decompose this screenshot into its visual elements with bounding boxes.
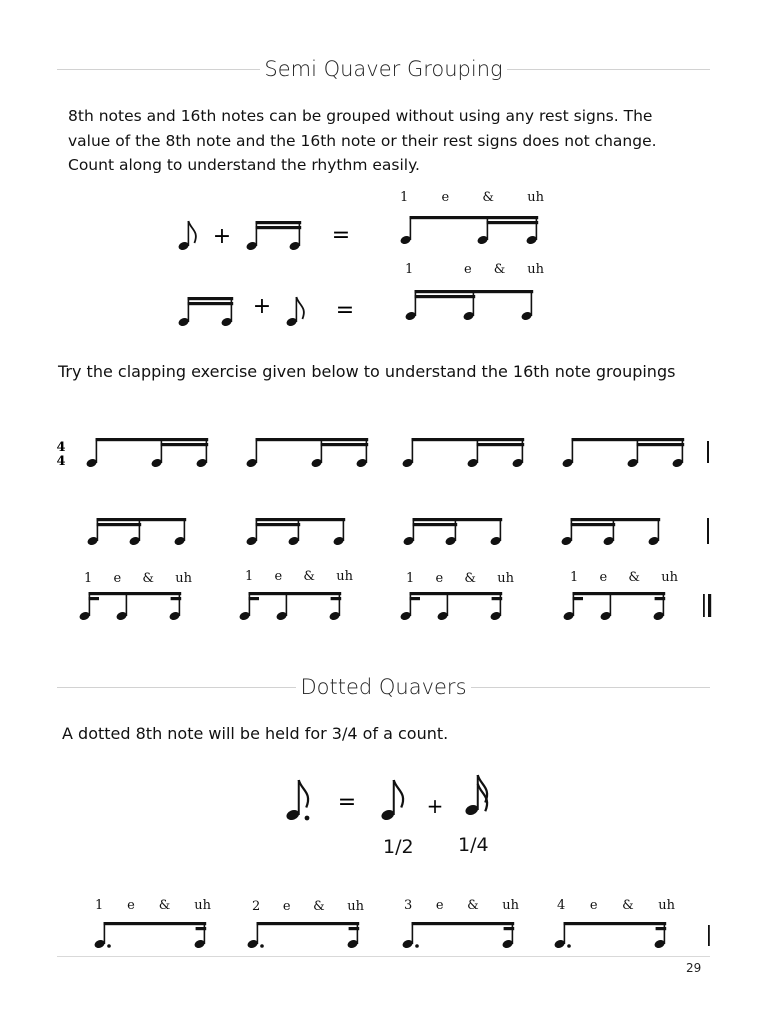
count: & [464, 571, 476, 586]
operator-equals: = [335, 298, 355, 323]
count: & [142, 571, 154, 586]
beam [104, 922, 207, 925]
count: e [435, 571, 444, 586]
intro-paragraph: 8th notes and 16th notes can be grouped without using any rest signs. The value of the 8th note and the 16th note or their rest signs does not change. Count along to understand the rhythm easily. [68, 107, 657, 174]
count: e [274, 569, 283, 584]
operator-plus: + [426, 794, 444, 818]
note-flag [296, 297, 303, 319]
count: e [435, 898, 444, 913]
count: e [113, 571, 122, 586]
augmentation-dot [415, 944, 419, 948]
operator-equals: = [331, 223, 351, 248]
count: 3 [404, 898, 413, 913]
beam [256, 518, 346, 521]
beam [161, 443, 209, 446]
beam [97, 523, 142, 526]
beam [321, 443, 369, 446]
beam [349, 927, 360, 930]
beam [413, 523, 458, 526]
bar-line [703, 594, 705, 617]
count: & [467, 898, 479, 913]
beam [412, 922, 515, 925]
beam [256, 523, 301, 526]
count: 1 [245, 569, 254, 584]
count: 4 [557, 898, 566, 913]
count: uh [336, 569, 353, 584]
operator-equals: = [337, 790, 357, 815]
count: 1 [95, 898, 104, 913]
count: 1 [406, 571, 415, 586]
count: e [599, 570, 608, 585]
count: uh [194, 898, 211, 913]
beam [188, 297, 234, 300]
count: uh [175, 571, 192, 586]
count: uh [661, 570, 678, 585]
note-flag [188, 221, 195, 243]
time-signature-top: 4 [56, 440, 66, 455]
dotted-intro: A dotted 8th note will be held for 3/4 of a count. [62, 724, 449, 743]
section-title-text: Dotted Quavers [296, 675, 470, 699]
count: 1 [405, 262, 414, 277]
count: 1 [84, 571, 93, 586]
count: uh [347, 899, 364, 914]
count: 1 [400, 190, 409, 205]
beam [564, 922, 667, 925]
beam [573, 592, 666, 595]
count: & [493, 262, 506, 277]
beam [413, 518, 503, 521]
note-flag [299, 780, 308, 808]
fraction-half: 1/2 [383, 836, 414, 858]
count: 2 [252, 899, 261, 914]
count: uh [497, 571, 514, 586]
beam [256, 226, 302, 229]
count: uh [502, 898, 519, 913]
operator-plus: + [252, 294, 272, 319]
count: & [622, 898, 634, 913]
augmentation-dot [305, 816, 310, 821]
count: e [589, 898, 598, 913]
bar-line [707, 441, 709, 463]
beam [249, 592, 342, 595]
beam [196, 927, 207, 930]
bar-line [708, 925, 710, 946]
count: uh [527, 262, 544, 277]
count: & [482, 190, 494, 205]
count: 1 [570, 570, 579, 585]
beam [331, 597, 342, 600]
exercise-paragraph: Try the clapping exercise given below to understand the 16th note groupings [58, 362, 676, 381]
beam [256, 438, 369, 441]
beam [415, 295, 476, 298]
beam [410, 216, 539, 219]
count: & [158, 898, 171, 913]
note-flag [394, 780, 403, 808]
beam [89, 592, 182, 595]
bar-line [707, 518, 709, 544]
beam [249, 597, 259, 600]
bar-line [708, 594, 711, 617]
beam [477, 443, 525, 446]
notation-marks [78, 216, 711, 949]
beam [572, 438, 685, 441]
count: & [303, 569, 315, 584]
beam [573, 597, 583, 600]
beam [415, 290, 534, 293]
page-number: 29 [686, 961, 702, 975]
beam [656, 927, 667, 930]
beam [487, 221, 539, 224]
beam [655, 597, 666, 600]
augmentation-dot [260, 944, 264, 948]
count: & [628, 570, 640, 585]
count: e [127, 898, 135, 913]
beam [504, 927, 515, 930]
section-title-text: Semi Quaver Grouping [260, 57, 506, 81]
beam [256, 221, 302, 224]
beam [571, 518, 661, 521]
beam [571, 523, 616, 526]
count: uh [658, 898, 675, 913]
beam [188, 302, 234, 305]
count: e [441, 190, 450, 205]
operator-plus: + [212, 224, 232, 249]
count: e [282, 899, 291, 914]
count: e [464, 262, 472, 277]
beam [89, 597, 99, 600]
beam [257, 922, 360, 925]
beam [410, 592, 503, 595]
count: & [313, 899, 325, 914]
beam [96, 438, 209, 441]
augmentation-dot [107, 944, 111, 948]
augmentation-dot [567, 944, 571, 948]
beam [412, 438, 525, 441]
beam [97, 518, 187, 521]
time-signature-bottom: 4 [56, 454, 66, 469]
fraction-quarter: 1/4 [458, 834, 489, 856]
count: uh [527, 190, 544, 205]
beam [171, 597, 182, 600]
beam [410, 597, 420, 600]
beam [492, 597, 503, 600]
beam [637, 443, 685, 446]
